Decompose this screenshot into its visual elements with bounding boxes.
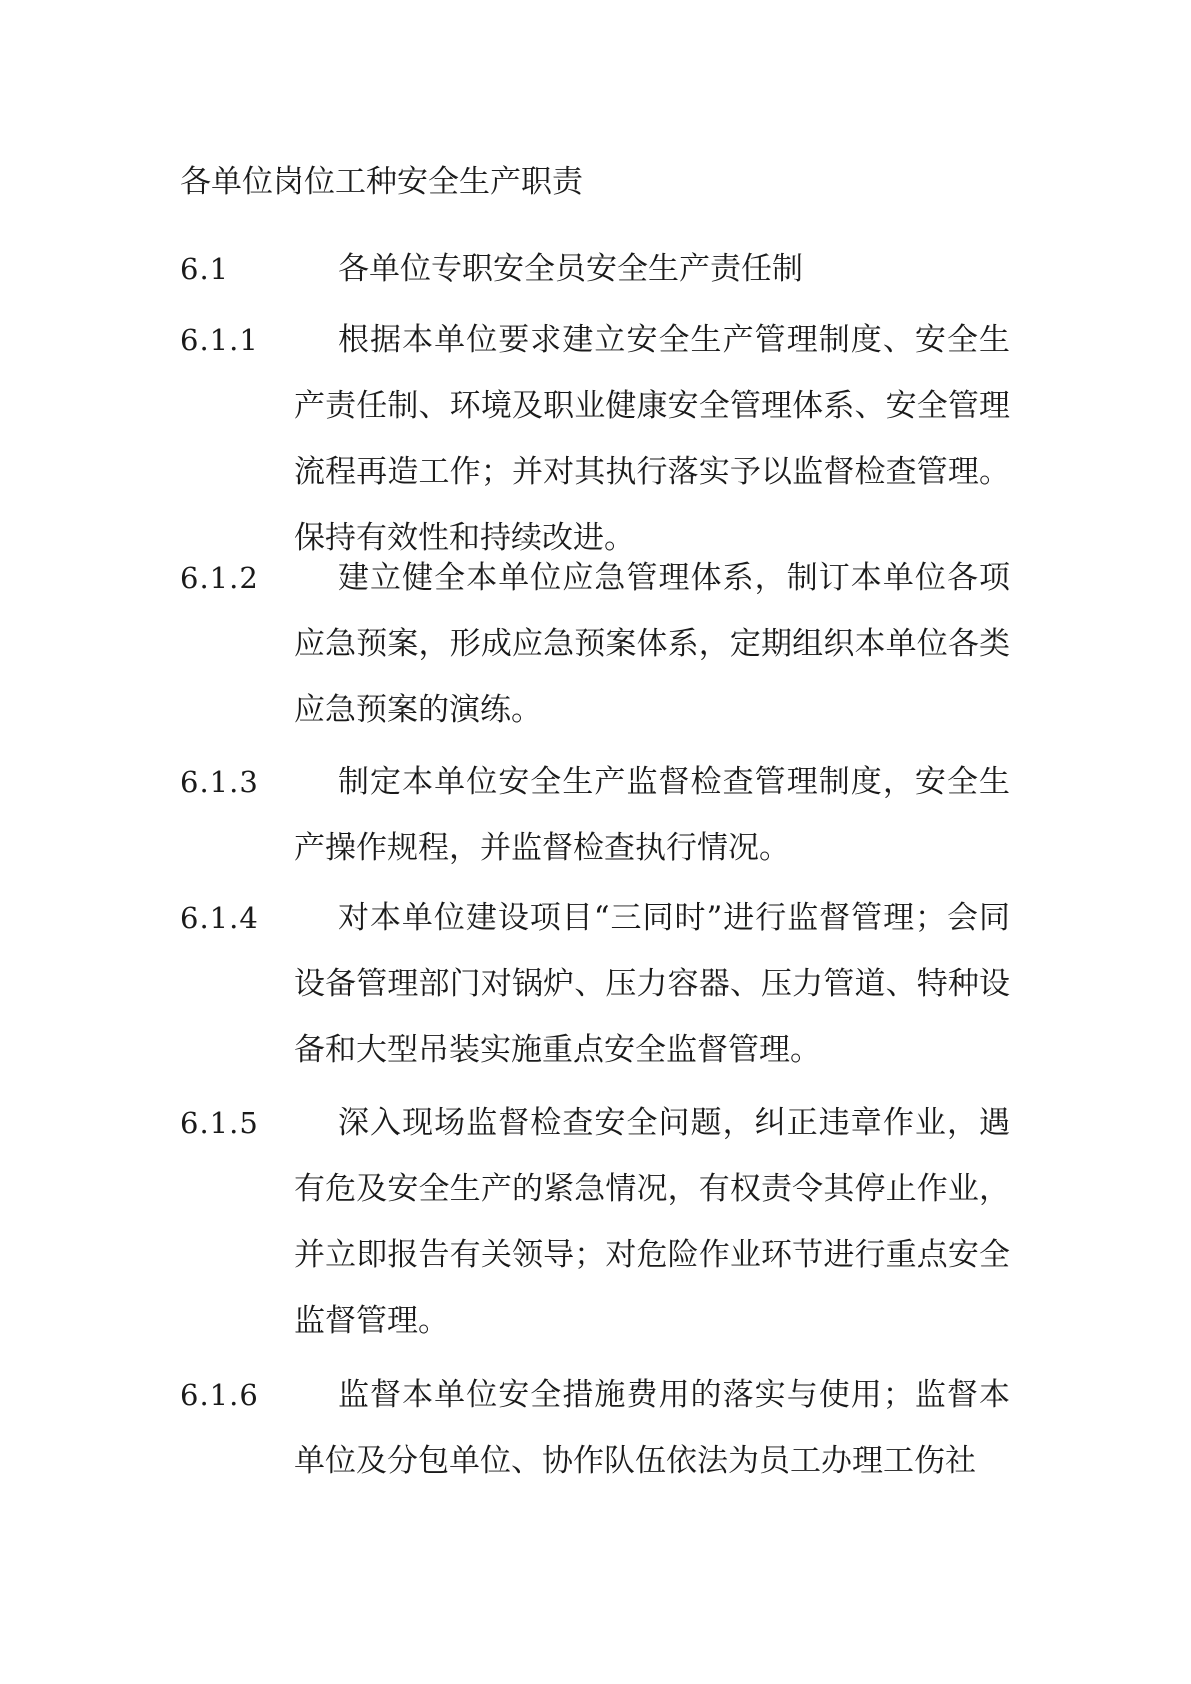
document-title: 各单位岗位工种安全生产职责 bbox=[180, 164, 583, 200]
clause-text: 建立健全本单位应急管理体系，制订本单位各项应急预案，形成应急预案体系，定期组织本单位各类应急预案的演练。 bbox=[294, 560, 1010, 728]
clause-number: 6.1.2 bbox=[180, 561, 259, 595]
clause-text: 制定本单位安全生产监督检查管理制度，安全生产操作规程，并监督检查执行情况。 bbox=[294, 764, 1010, 866]
section-heading-text: 各单位专职安全员安全生产责任制 bbox=[338, 251, 803, 287]
clause-6-1-1 bbox=[180, 307, 1010, 556]
clause-6-1-2 bbox=[180, 545, 1010, 743]
clause-number: 6.1.3 bbox=[180, 765, 259, 799]
clause-text: 根据本单位要求建立安全生产管理制度、安全生产责任制、环境及职业健康安全管理体系、安全管理流程再造工作；并对其执行落实予以监督检查管理。保持有效性和持续改进。 bbox=[294, 322, 1010, 556]
clause-6-1-5 bbox=[180, 1090, 1010, 1354]
clause-text: 监督本单位安全措施费用的落实与使用；监督本单位及分包单位、协作队伍依法为员工办理工伤社 bbox=[294, 1377, 1010, 1479]
clause-6-1-3 bbox=[180, 749, 1010, 881]
clause-text: 对本单位建设项目“三同时”进行监督管理；会同设备管理部门对锅炉、压力容器、压力管道、特种设备和大型吊装实施重点安全监督管理。 bbox=[294, 900, 1010, 1068]
clause-number: 6.1.4 bbox=[180, 901, 259, 935]
clause-6-1-6 bbox=[180, 1362, 1010, 1494]
section-heading bbox=[180, 247, 1010, 291]
clause-number: 6.1.1 bbox=[180, 323, 259, 357]
clause-number: 6.1.5 bbox=[180, 1106, 259, 1140]
section-number: 6.1 bbox=[180, 252, 230, 286]
clause-number: 6.1.6 bbox=[180, 1378, 259, 1412]
clause-text: 深入现场监督检查安全问题，纠正违章作业，遇有危及安全生产的紧急情况，有权责令其停止作业，并立即报告有关领导；对危险作业环节进行重点安全监督管理。 bbox=[294, 1105, 1010, 1339]
clause-6-1-4 bbox=[180, 885, 1010, 1083]
